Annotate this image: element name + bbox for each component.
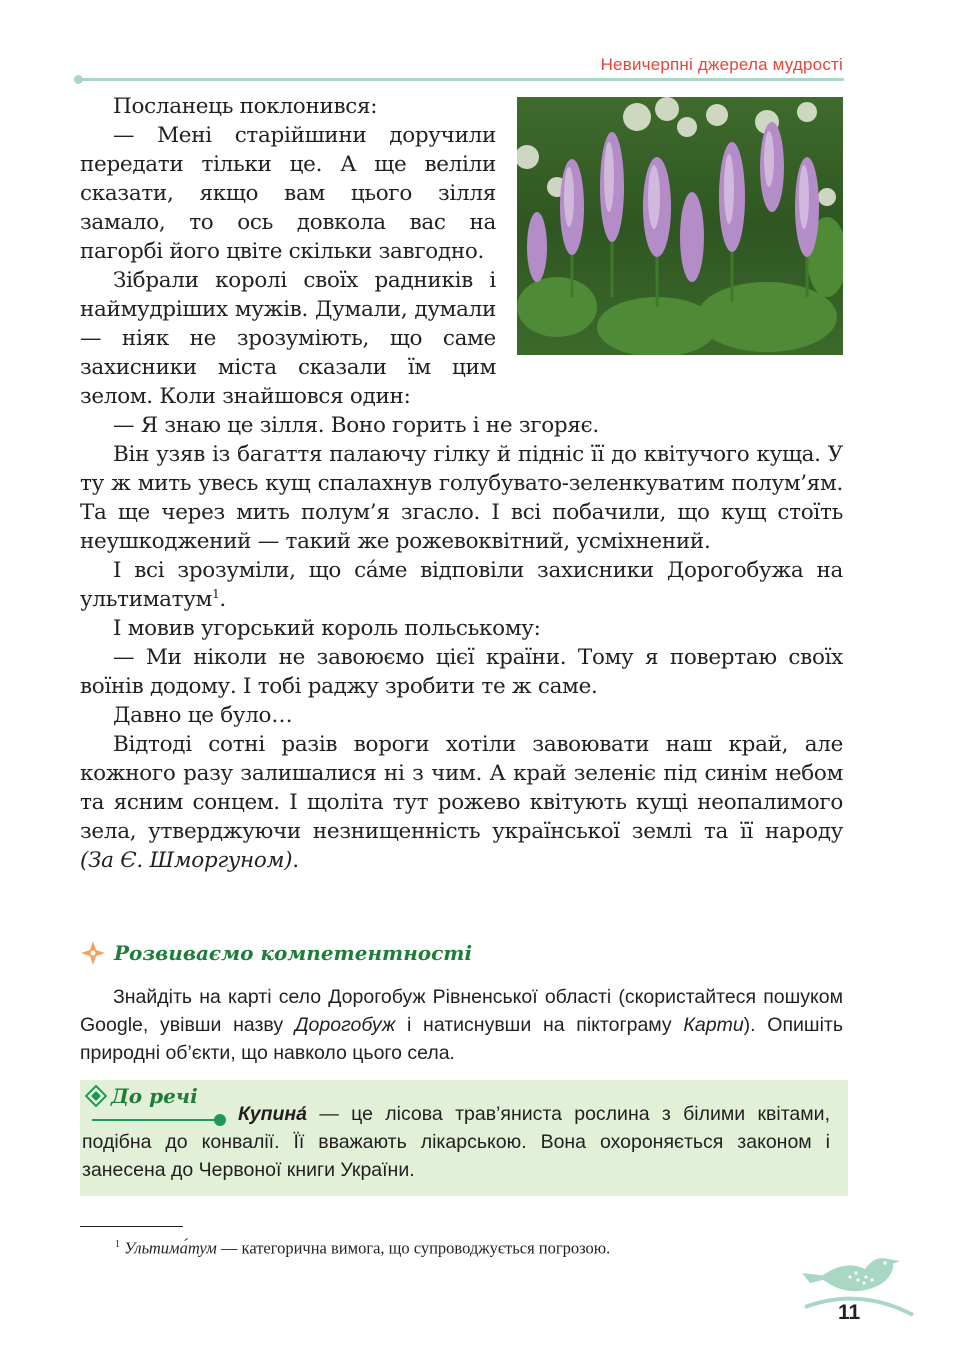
footnote [115, 1234, 835, 1260]
footnote-reference: 1 [212, 586, 220, 601]
story-paragraph: — Мені старійшини доручили передати тільки це. А ще веліли сказати, якщо вам цього зілля замало, то ось довкола вас на пагорбі його цвіте скільки завгодно. [80, 123, 496, 264]
footnote-term: Ультима́тум [124, 1238, 217, 1258]
note-label-text: До речі [111, 1084, 198, 1108]
note-label-spacer [82, 1100, 238, 1120]
running-header: Невичерпні джерела мудрості [600, 55, 843, 74]
task-text [80, 983, 843, 1067]
story-paragraph: Він узяв із багаття палаючу гілку й підніс її до квітучого куща. У ту ж мить увесь кущ спалахнув голубувато-зеленкуватим полум’ям. Та ще через мить полум’я згасло. І всі побачили, що кущ стоїть неушкоджений — такий же рожевоквітний, усміхнений. [80, 442, 843, 554]
story-paragraph-text: І всі зрозуміли, що са́ме відповіли захисники Дорогобужа на ультиматум [80, 558, 843, 612]
footnote-mark: 1 [115, 1239, 120, 1250]
task-emphasis: Карти [683, 1014, 744, 1036]
story-paragraph: Зібрали королі своїх радників і наймудріших мужів. Думали, думали — ніяк не зрозуміють, що саме захисники міста сказали їм цим зелом. Коли знайшовся один: [80, 268, 496, 409]
period: . [219, 587, 226, 612]
page-number: 11 [838, 1301, 861, 1324]
footnote-text: — категорична вимога, що супроводжується погрозою. [216, 1238, 611, 1258]
footnote-rule [80, 1226, 183, 1227]
task-text-part: ). Опишіть природні об’єкти, що навколо цього села. [80, 1014, 843, 1064]
note-text [82, 1100, 830, 1184]
story-paragraph: — Я знаю це зілля. Воно горить і не згоряє. [113, 413, 599, 438]
section-title: Розвиваємо компетентності [114, 941, 473, 965]
header-rule [78, 78, 844, 81]
story-paragraph-ultimatum [80, 556, 843, 614]
period: . [292, 848, 299, 873]
photo-float-spacer [496, 92, 843, 367]
story-paragraph: І мовив угорський король польському: [113, 616, 541, 641]
author-attribution: (За Є. Шморгуном) [80, 848, 293, 873]
story-paragraph: Посланець поклонився: [113, 94, 378, 119]
section-heading [80, 940, 472, 966]
note-definition: — це лісова трав’яниста рослина з білими квітами, подібна до конвалії. Її вважають лікарською. Вона охороняється законом і занесена до Червоної книги України. [82, 1103, 830, 1181]
story-paragraph-final [80, 730, 843, 875]
task-text-part: Знайдіть на карті село Дорогобуж Рівненської області (скористайтеся пошуком Google, увівши назву [80, 986, 843, 1036]
story-paragraph: Давно це було… [113, 703, 293, 728]
note-term: Купина́ [238, 1103, 308, 1125]
story-text [80, 92, 843, 875]
task-text-part: і натиснувши на піктограму [395, 1014, 684, 1036]
task-emphasis: Дорогобуж [294, 1014, 396, 1036]
story-paragraph-text: Відтоді сотні разів вороги хотіли завоювати наш край, але кожного разу залишалися ні з чим. А край зеленіє під синім небом та ясним сонцем. І щоліта тут рожево квітують кущі неопалимого зела, утверджуючи незнищенність української землі та її народу [80, 732, 843, 844]
four-point-star-icon [80, 940, 106, 966]
story-paragraph: — Ми ніколи не завоюємо цієї країни. Тому я повертаю своїх воїнів додому. І тобі раджу зробити те ж саме. [80, 645, 843, 699]
task-paragraph [80, 983, 843, 1067]
